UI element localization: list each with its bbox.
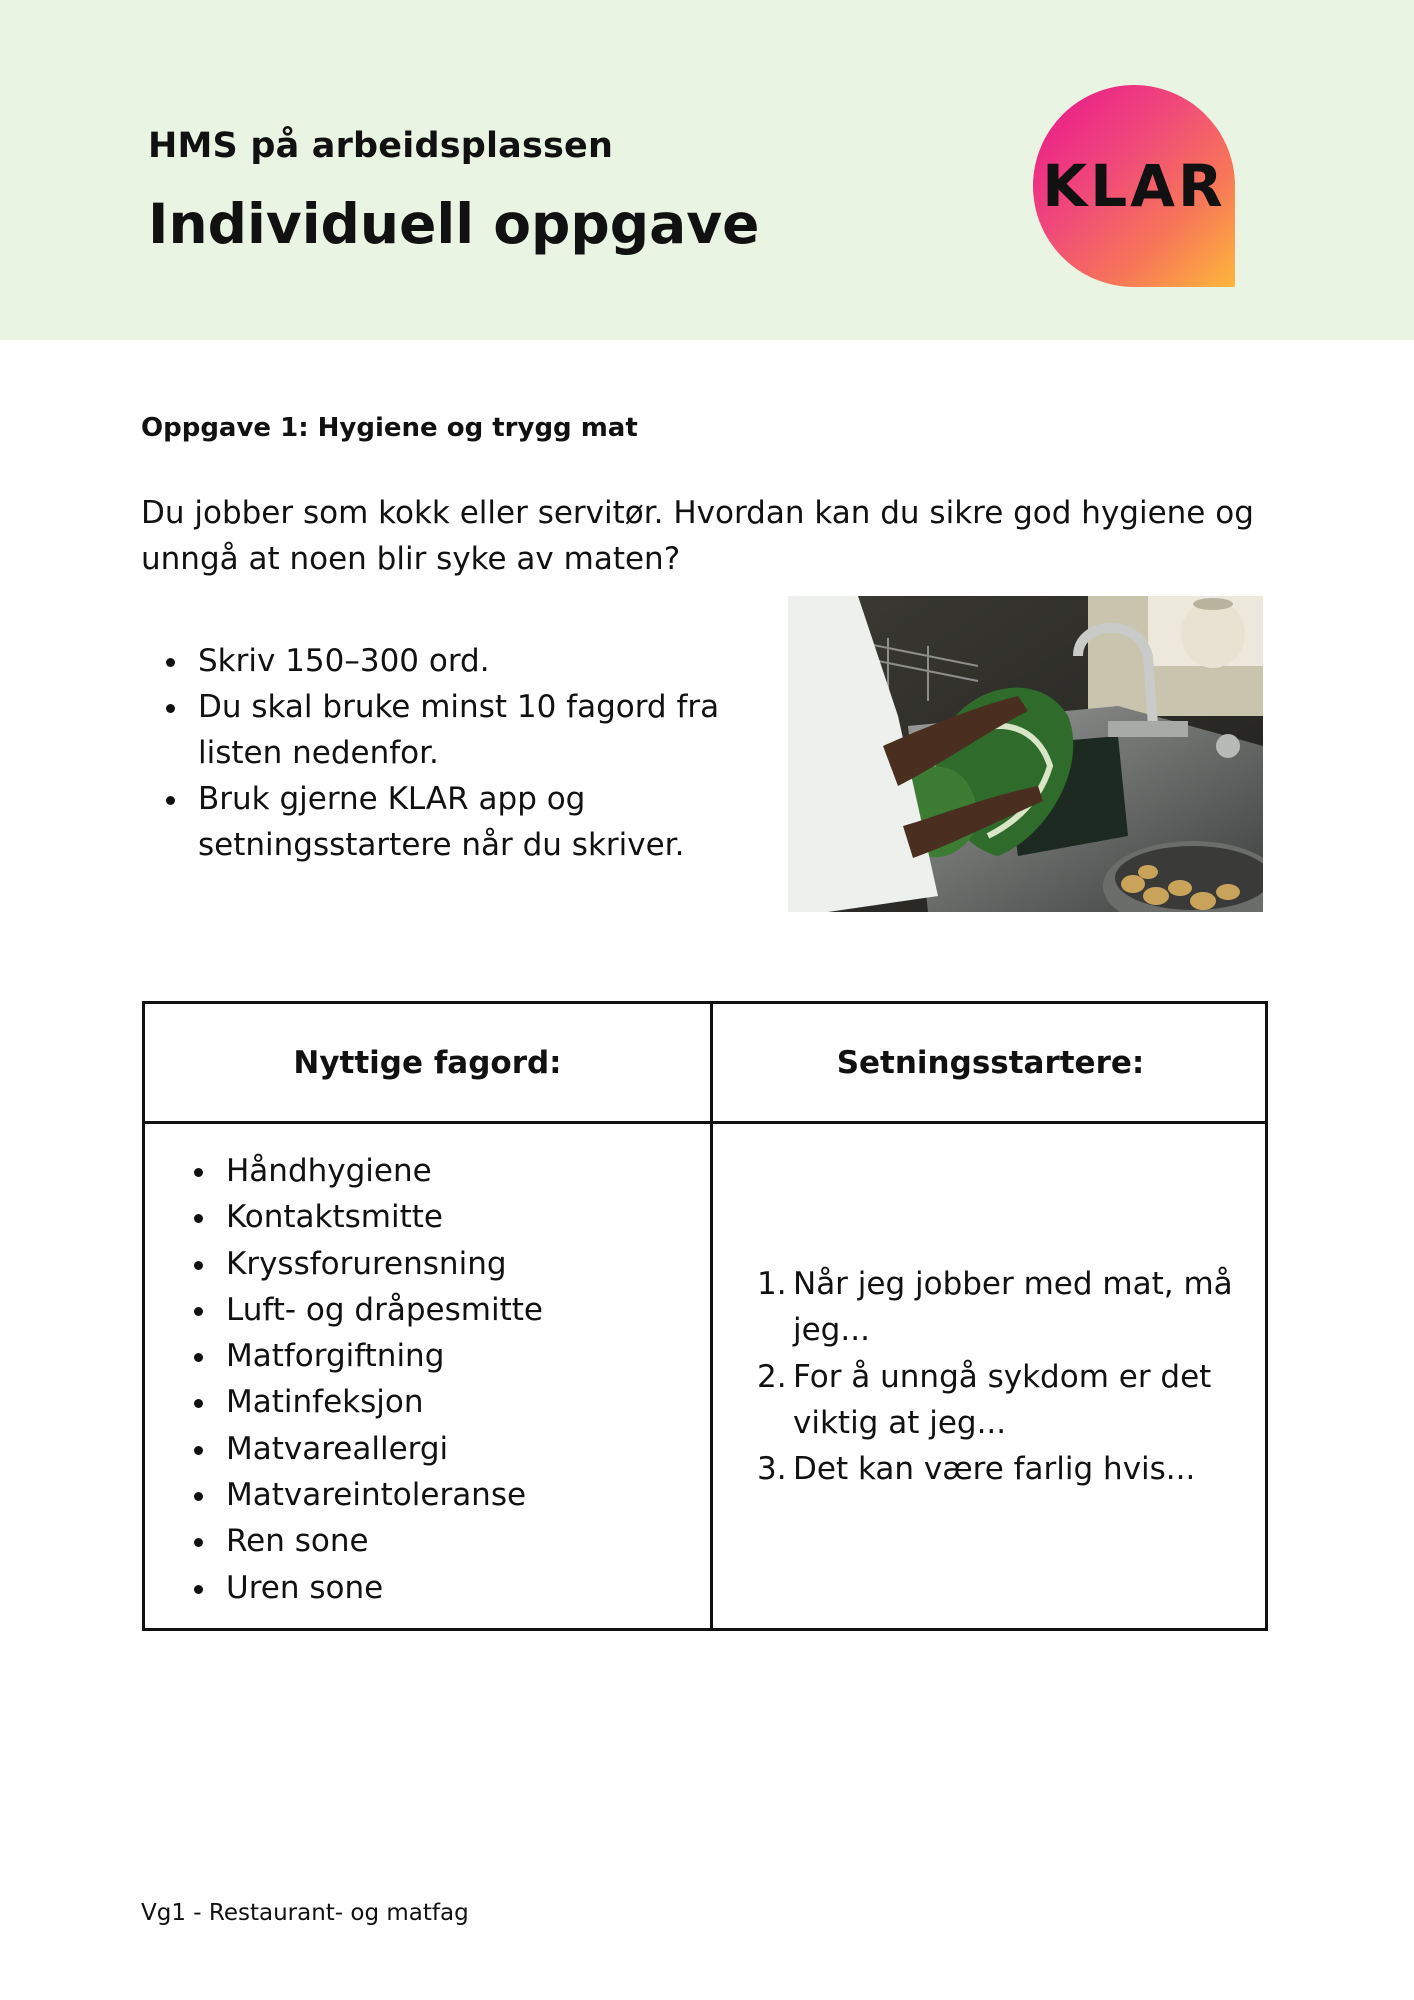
term-item: Matforgiftning <box>185 1333 543 1379</box>
starter-text: For å unngå sykdom er det viktig at jeg... <box>793 1358 1212 1441</box>
footer-course-label: Vg1 - Restaurant- og matfag <box>141 1900 469 1926</box>
term-item: Håndhygiene <box>185 1148 543 1194</box>
instruction-item: Skriv 150–300 ord. <box>141 638 761 684</box>
starter-number: 2. <box>757 1358 787 1395</box>
kitchen-photo-illustration <box>788 596 1263 912</box>
logo-text: KLAR <box>1042 152 1226 220</box>
vocabulary-table <box>142 1001 1268 1631</box>
term-item: Ren sone <box>185 1518 543 1564</box>
task-intro: Du jobber som kokk eller servitør. Hvordan kan du sikre god hygiene og unngå at noen blir syke av maten? <box>141 495 1254 577</box>
table-row-divider <box>145 1121 1265 1124</box>
starter-number: 3. <box>757 1451 787 1488</box>
starter-text: Når jeg jobber med mat, må jeg... <box>793 1266 1233 1349</box>
starters-column-header: Setningsstartere: <box>836 1044 1145 1081</box>
starter-number: 1. <box>757 1266 787 1302</box>
term-item: Matvareallergi <box>185 1426 543 1472</box>
starter-item <box>757 1261 1237 1354</box>
starter-item <box>757 1354 1237 1447</box>
kitchen-photo <box>788 596 1263 912</box>
term-item: Kontaktsmitte <box>185 1194 543 1240</box>
terms-column-header: Nyttige fagord: <box>293 1044 562 1081</box>
term-item: Kryssforurensning <box>185 1241 543 1287</box>
starters-list <box>757 1261 1237 1492</box>
terms-list <box>185 1148 543 1611</box>
term-item: Matinfeksjon <box>185 1379 543 1425</box>
instruction-item: Du skal bruke minst 10 fagord fra listen nedenfor. <box>141 684 761 776</box>
term-item: Matvareintoleranse <box>185 1472 543 1518</box>
term-item: Uren sone <box>185 1565 543 1611</box>
starter-text: Det kan være farlig hvis... <box>793 1451 1196 1488</box>
document-title: Individuell oppgave <box>148 192 760 256</box>
header-banner <box>0 0 1414 340</box>
starter-item <box>757 1446 1237 1492</box>
term-item: Luft- og dråpesmitte <box>185 1287 543 1333</box>
instruction-list <box>141 638 761 868</box>
document-subtitle: HMS på arbeidsplassen <box>148 126 614 166</box>
instruction-item: Bruk gjerne KLAR app og setningsstartere når du skriver. <box>141 776 761 868</box>
task-heading: Oppgave 1: Hygiene og trygg mat <box>141 413 638 443</box>
klar-logo <box>1033 85 1235 287</box>
